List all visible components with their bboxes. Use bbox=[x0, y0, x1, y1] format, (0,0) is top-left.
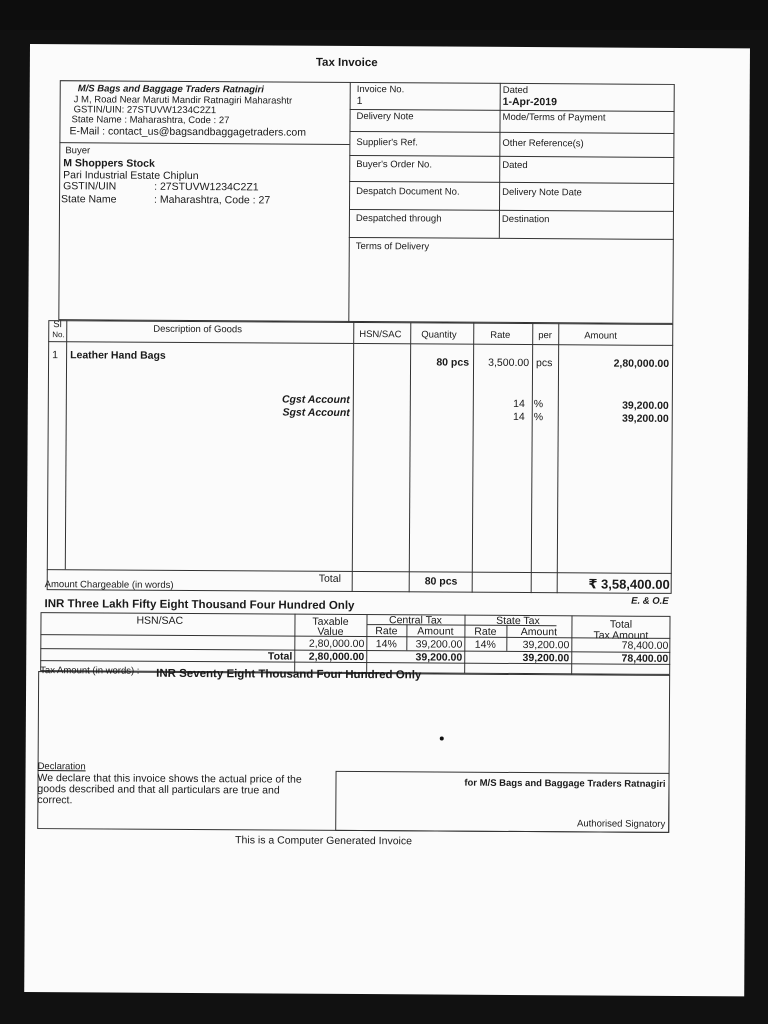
ts-row-c-rate: 14% bbox=[375, 638, 397, 651]
ts-taxable-1: Taxable bbox=[312, 615, 349, 628]
item-sl: 1 bbox=[52, 349, 58, 362]
item-rate: 3,500.00 bbox=[488, 356, 530, 370]
mode-terms-label: Mode/Terms of Payment bbox=[502, 111, 606, 124]
ts-hsn-label: HSN/SAC bbox=[136, 614, 184, 627]
ts-c-rate-label: Rate bbox=[375, 625, 398, 638]
buyer-state-label: State Name bbox=[61, 193, 117, 206]
buyer-label: Buyer bbox=[65, 145, 91, 157]
ts-row-taxable: 2,80,000.00 bbox=[308, 637, 365, 651]
signature-for: for M/S Bags and Baggage Traders Ratnagiri bbox=[464, 777, 666, 790]
invoice-paper bbox=[24, 44, 750, 996]
terms-delivery-label: Terms of Delivery bbox=[355, 240, 430, 253]
header-hsn: HSN/SAC bbox=[359, 329, 402, 341]
declaration-line-1: We declare that this invoice shows the actual price of the bbox=[37, 772, 302, 786]
ts-c-amount-label: Amount bbox=[417, 625, 454, 638]
seller-address: J M, Road Near Maruti Mandir Ratnagiri Maharashtr bbox=[73, 94, 293, 107]
eoe-mark: E. & O.E bbox=[631, 595, 669, 607]
buyers-order-label: Buyer's Order No. bbox=[356, 158, 433, 171]
declaration-title: Declaration bbox=[37, 761, 86, 773]
seller-name: M/S Bags and Baggage Traders Ratnagiri bbox=[77, 83, 264, 96]
scan-dark-border bbox=[0, 0, 768, 30]
header-amount: Amount bbox=[584, 330, 618, 342]
ink-dot bbox=[440, 737, 444, 741]
despatch-doc-label: Despatch Document No. bbox=[356, 185, 460, 198]
ts-taxable-2: Value bbox=[317, 625, 344, 638]
header-description: Description of Goods bbox=[153, 323, 243, 336]
invoice-no-value: 1 bbox=[356, 94, 363, 108]
ts-total-1: Total bbox=[609, 618, 633, 631]
other-refs-label: Other Reference(s) bbox=[502, 137, 584, 150]
invoice-no-label: Invoice No. bbox=[356, 83, 405, 96]
despatched-through-label: Despatched through bbox=[355, 212, 442, 225]
ts-state: State Tax bbox=[496, 614, 540, 628]
amount-words: INR Three Lakh Fifty Eight Thousand Four Hundred Only bbox=[44, 598, 355, 612]
total-quantity: 80 pcs bbox=[424, 575, 458, 588]
amount-words-label: Amount Chargeable (in words) bbox=[44, 579, 174, 591]
dated2-label: Dated bbox=[502, 159, 528, 172]
cgst-amount: 39,200.00 bbox=[622, 399, 669, 412]
ts-row-total: 78,400.00 bbox=[621, 639, 669, 652]
ts-s-rate-label: Rate bbox=[474, 625, 497, 638]
sgst-per: % bbox=[533, 411, 544, 424]
declaration-line-3: correct. bbox=[37, 794, 73, 807]
ts-central: Central Tax bbox=[388, 614, 442, 627]
buyer-address: Pari Industrial Estate Chiplun bbox=[63, 169, 199, 183]
ts-total-c-amount: 39,200.00 bbox=[415, 651, 463, 664]
sgst-label: Sgst Account bbox=[282, 406, 350, 419]
header-per: per bbox=[538, 330, 552, 342]
seller-email: E-Mail : contact_us@bagsandbaggagetraders.com bbox=[69, 125, 307, 139]
header-quantity: Quantity bbox=[421, 329, 457, 341]
tax-words: INR Seventy Eight Thousand Four Hundred Only bbox=[156, 667, 422, 682]
ts-total-total: 78,400.00 bbox=[621, 652, 669, 665]
dated-label: Dated bbox=[502, 84, 529, 97]
ts-row-c-amount: 39,200.00 bbox=[415, 638, 463, 651]
total-label: Total bbox=[318, 572, 341, 585]
ts-total-label: Total bbox=[267, 650, 293, 663]
header-rate: Rate bbox=[490, 329, 511, 341]
invoice-title: Tax Invoice bbox=[315, 56, 378, 70]
buyer-state-value: : Maharashtra, Code : 27 bbox=[154, 193, 271, 207]
sgst-amount: 39,200.00 bbox=[621, 412, 669, 425]
footer-note: This is a Computer Generated Invoice bbox=[235, 834, 413, 848]
buyer-gstin-value: : 27STUVW1234C2Z1 bbox=[154, 180, 259, 194]
ts-row-s-amount: 39,200.00 bbox=[522, 639, 570, 652]
seller-state: State Name : Maharashtra, Code : 27 bbox=[71, 114, 230, 127]
header-sl: Sl bbox=[53, 319, 62, 331]
delivery-note-label: Delivery Note bbox=[356, 110, 414, 123]
item-quantity: 80 pcs bbox=[436, 356, 470, 369]
tax-words-label: Tax Amount (in words) : bbox=[40, 665, 140, 677]
cgst-label: Cgst Account bbox=[281, 393, 350, 406]
suppliers-ref-label: Supplier's Ref. bbox=[356, 136, 418, 149]
buyer-name: M Shoppers Stock bbox=[63, 157, 155, 170]
buyer-gstin-label: GSTIN/UIN bbox=[63, 180, 117, 193]
declaration-line-2: goods described and that all particulars are true and bbox=[37, 783, 280, 797]
item-description: Leather Hand Bags bbox=[70, 349, 166, 362]
ts-s-amount-label: Amount bbox=[520, 626, 558, 639]
dated-value: 1-Apr-2019 bbox=[502, 95, 557, 109]
sgst-rate: 14 bbox=[513, 410, 525, 424]
ts-total-taxable: 2,80,000.00 bbox=[308, 650, 365, 664]
destination-label: Destination bbox=[501, 213, 550, 226]
delivery-note-date-label: Delivery Note Date bbox=[502, 186, 582, 199]
ts-total-s-amount: 39,200.00 bbox=[522, 652, 570, 665]
header-no: No. bbox=[52, 330, 65, 340]
item-amount: 2,80,000.00 bbox=[613, 357, 670, 370]
cgst-rate: 14 bbox=[513, 397, 525, 411]
authorised-signatory: Authorised Signatory bbox=[577, 818, 666, 830]
ts-total-2: Tax Amount bbox=[593, 629, 649, 642]
item-per: pcs bbox=[536, 357, 553, 370]
total-amount: ₹ 3,58,400.00 bbox=[588, 576, 670, 592]
seller-gstin: GSTIN/UIN: 27STUVW1234C2Z1 bbox=[73, 104, 217, 117]
cgst-per: % bbox=[533, 398, 544, 411]
ts-row-s-rate: 14% bbox=[474, 638, 496, 651]
